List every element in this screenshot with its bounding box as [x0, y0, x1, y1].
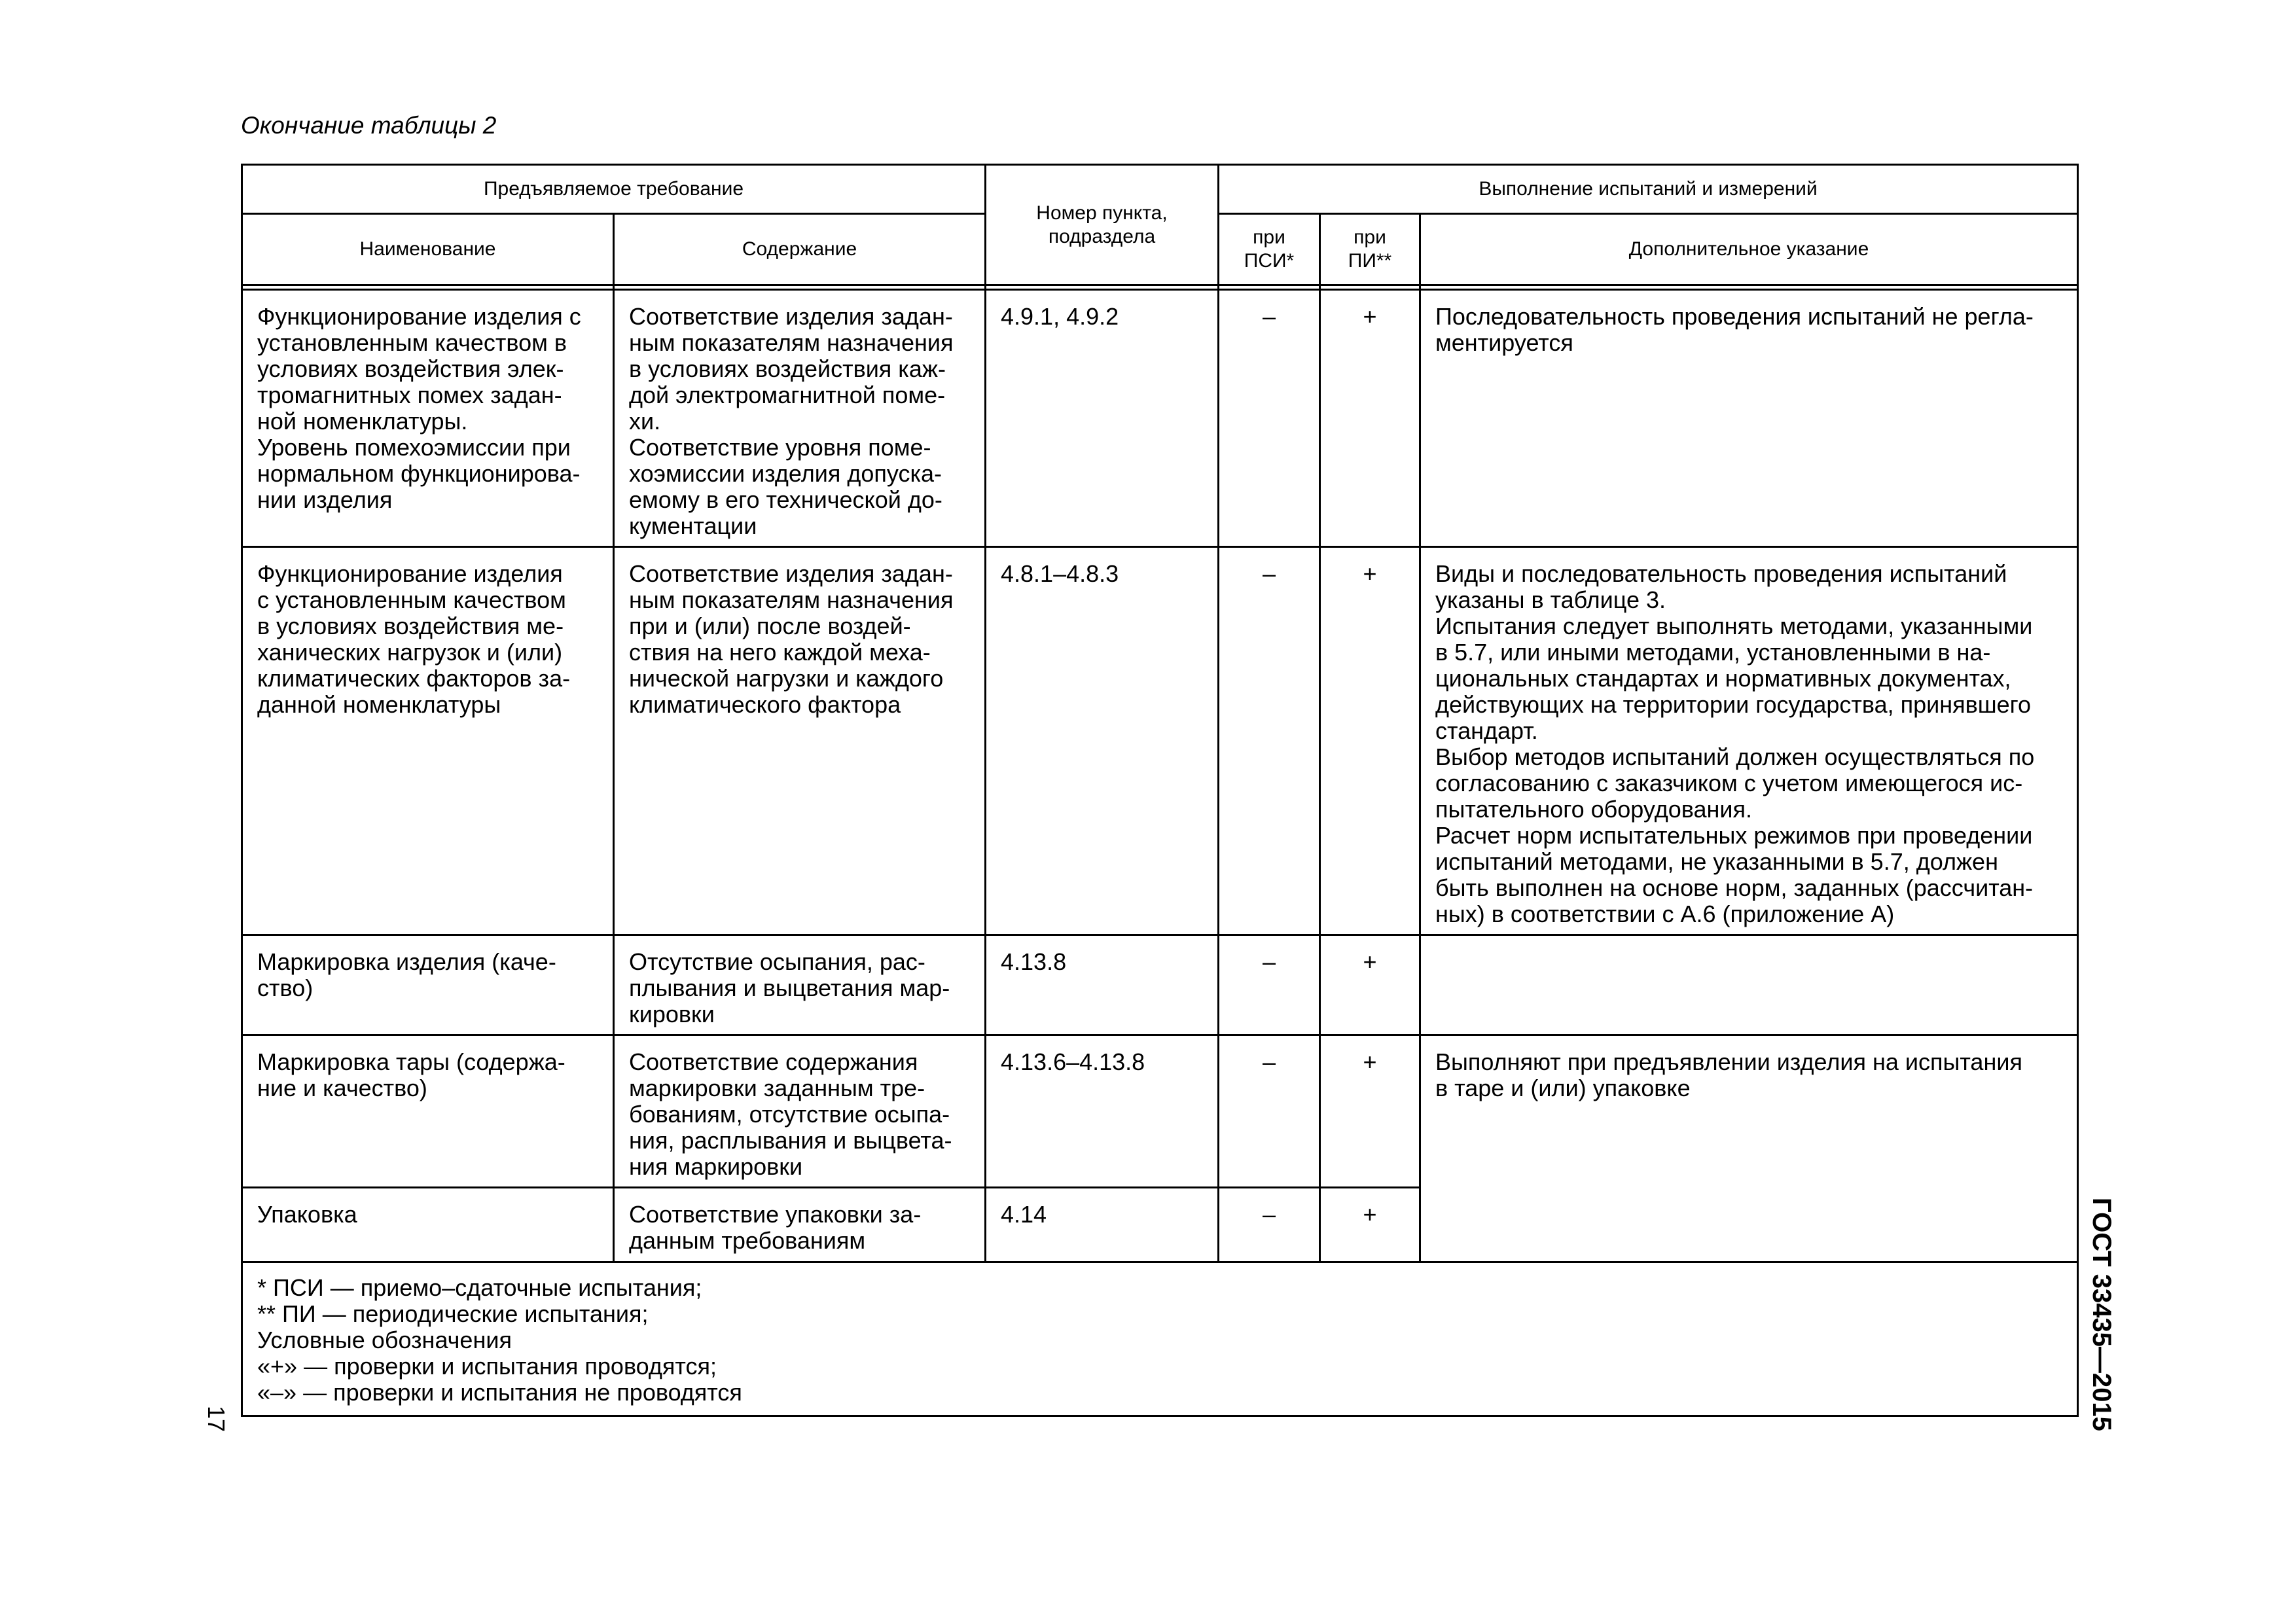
footnote-line: Условные обозначения	[257, 1327, 512, 1353]
cell-content	[614, 935, 986, 1035]
text-line: пытательного оборудования.	[1435, 796, 1752, 823]
cell-psi	[1219, 1035, 1320, 1188]
cell-note	[1420, 1035, 2078, 1262]
text-line: хи.	[629, 408, 661, 435]
header-clause	[986, 165, 1219, 285]
pi-mark: +	[1363, 1048, 1377, 1075]
cell-content	[614, 547, 986, 935]
text-line: Испытания следует выполнять методами, указанными	[1435, 613, 2033, 639]
cell-content	[614, 1188, 986, 1262]
text-line: ханических нагрузок и (или)	[257, 639, 563, 666]
text-line: нормальном функционирова-	[257, 460, 581, 487]
text-line: указаны в таблице 3.	[1435, 586, 1666, 613]
psi-mark: –	[1262, 303, 1276, 330]
cell-name	[242, 935, 614, 1035]
text-line: Выбор методов испытаний должен осуществляться по	[1435, 743, 2035, 770]
text-line: бованиям, отсутствие осыпа-	[629, 1101, 950, 1128]
text-line: с установленным качеством	[257, 586, 566, 613]
cell-pi	[1320, 935, 1420, 1035]
pi-mark: +	[1363, 948, 1377, 975]
cell-note	[1420, 290, 2078, 547]
cell-pi	[1320, 290, 1420, 547]
cell-name	[242, 1188, 614, 1262]
text-line: в 5.7, или иными методами, установленными в на-	[1435, 639, 1991, 666]
text-line: данной номенклатуры	[257, 691, 501, 718]
text-line: емому в его технической до-	[629, 486, 942, 513]
text-line: маркировки заданным тре-	[629, 1075, 925, 1101]
cell-note	[1420, 935, 2078, 1035]
cell-clause: 4.9.1, 4.9.2	[986, 290, 1219, 547]
cell-clause: 4.8.1–4.8.3	[986, 547, 1219, 935]
cell-clause: 4.13.6–4.13.8	[986, 1035, 1219, 1188]
text-line: климатических факторов за-	[257, 665, 571, 692]
header-clause-line: Номер пункта,	[1036, 202, 1168, 224]
footnote-line: ** ПИ — периодические испытания;	[257, 1300, 649, 1327]
header-note: Дополнительное указание	[1420, 214, 2078, 285]
header-separator	[242, 285, 2078, 290]
text-line: ствия на него каждой меха-	[629, 639, 931, 666]
pi-mark: +	[1363, 560, 1377, 587]
text-line: данным требованиям	[629, 1227, 866, 1254]
psi-mark: –	[1262, 948, 1276, 975]
text-line: кировки	[629, 1001, 715, 1027]
cell-name	[242, 547, 614, 935]
text-line: плывания и выцветания мар-	[629, 974, 950, 1001]
text-line: быть выполнен на основе норм, заданных (рассчитан-	[1435, 874, 2034, 901]
text-line: Отсутствие осыпания, рас-	[629, 948, 925, 975]
text-line: циональных стандартах и нормативных документах,	[1435, 665, 2011, 692]
text-line: ментируется	[1435, 329, 1573, 356]
footnote-line: «+» — проверки и испытания проводятся;	[257, 1353, 717, 1380]
text-line: ной номенклатуры.	[257, 408, 468, 435]
text-line: установленным качеством в	[257, 329, 567, 356]
cell-pi	[1320, 1188, 1420, 1262]
text-line: нии изделия	[257, 486, 393, 513]
text-line: кументации	[629, 512, 757, 539]
footnotes-cell	[242, 1262, 2078, 1416]
header-content: Содержание	[614, 214, 986, 285]
pi-mark: +	[1363, 303, 1377, 330]
header-requirement: Предъявляемое требование	[242, 165, 986, 214]
requirements-table	[241, 164, 2079, 1417]
cell-name	[242, 1035, 614, 1188]
text-line: Соответствие уровня поме-	[629, 434, 931, 461]
text-line: Функционирование изделия с	[257, 303, 581, 330]
text-line: Функционирование изделия	[257, 560, 563, 587]
cell-content	[614, 290, 986, 547]
header-name: Наименование	[242, 214, 614, 285]
table-row	[242, 290, 2078, 547]
cell-pi	[1320, 1035, 1420, 1188]
text-line: ния маркировки	[629, 1153, 803, 1180]
text-line: в условиях воздействия каж-	[629, 355, 946, 382]
psi-mark: –	[1262, 1201, 1276, 1228]
text-line: согласованию с заказчиком с учетом имеющегося ис-	[1435, 770, 2023, 796]
cell-psi	[1219, 1188, 1320, 1262]
cell-content	[614, 1035, 986, 1188]
header-pi	[1320, 214, 1420, 285]
text-line: в таре и (или) упаковке	[1435, 1075, 1691, 1101]
cell-pi	[1320, 547, 1420, 935]
table-row	[242, 935, 2078, 1035]
text-line: Соответствие содержания	[629, 1048, 918, 1075]
standard-designation: ГОСТ 33435—2015	[2087, 1198, 2116, 1431]
table-caption: Окончание таблицы 2	[241, 112, 497, 139]
text-line: Маркировка изделия (каче-	[257, 948, 556, 975]
text-line: стандарт.	[1435, 717, 1538, 744]
text-line: Маркировка тары (содержа-	[257, 1048, 565, 1075]
cell-clause: 4.14	[986, 1188, 1219, 1262]
header-psi-line: ПСИ*	[1244, 250, 1295, 272]
text-line: Упаковка	[257, 1201, 357, 1228]
text-line: хоэмиссии изделия допуска-	[629, 460, 942, 487]
text-line: дой электромагнитной поме-	[629, 382, 946, 408]
text-line: климатического фактора	[629, 691, 901, 718]
header-execution: Выполнение испытаний и измерений	[1219, 165, 2078, 214]
header-pi-line: при	[1354, 226, 1386, 248]
text-line: Соответствие изделия задан-	[629, 560, 953, 587]
footnote-line: «–» — проверки и испытания не проводятся	[257, 1379, 742, 1406]
pi-mark: +	[1363, 1201, 1377, 1228]
text-line: действующих на территории государства, принявшего	[1435, 691, 2032, 718]
footnote-line: * ПСИ — приемо–сдаточные испытания;	[257, 1274, 702, 1301]
table-row	[242, 547, 2078, 935]
page-number: 17	[203, 1406, 230, 1433]
cell-psi	[1219, 290, 1320, 547]
cell-note	[1420, 547, 2078, 935]
text-line: ных) в соответствии с А.6 (приложение А)	[1435, 901, 1895, 927]
psi-mark: –	[1262, 1048, 1276, 1075]
footnotes-row	[242, 1262, 2078, 1416]
cell-psi	[1219, 547, 1320, 935]
text-line: Уровень помехоэмиссии при	[257, 434, 571, 461]
text-line: Последовательность проведения испытаний не регла-	[1435, 303, 2034, 330]
text-line: тромагнитных помех задан-	[257, 382, 562, 408]
text-line: Соответствие упаковки за-	[629, 1201, 922, 1228]
cell-clause: 4.13.8	[986, 935, 1219, 1035]
text-line: ния, расплывания и выцвета-	[629, 1127, 952, 1154]
cell-psi	[1219, 935, 1320, 1035]
text-line: ным показателям назначения	[629, 586, 954, 613]
text-line: ство)	[257, 974, 314, 1001]
text-line: ние и качество)	[257, 1075, 427, 1101]
cell-name	[242, 290, 614, 547]
table-row	[242, 1035, 2078, 1188]
text-line: ным показателям назначения	[629, 329, 954, 356]
psi-mark: –	[1262, 560, 1276, 587]
text-line: испытаний методами, не указанными в 5.7, должен	[1435, 848, 1998, 875]
text-line: Расчет норм испытательных режимов при проведении	[1435, 822, 2033, 849]
header-clause-line: подраздела	[1048, 225, 1156, 247]
header-psi-line: при	[1253, 226, 1285, 248]
text-line: Соответствие изделия задан-	[629, 303, 953, 330]
text-line: в условиях воздействия ме-	[257, 613, 564, 639]
header-psi	[1219, 214, 1320, 285]
text-line: при и (или) после воздей-	[629, 613, 911, 639]
text-line: Выполняют при предъявлении изделия на испытания	[1435, 1048, 2022, 1075]
header-pi-line: ПИ**	[1348, 250, 1392, 272]
text-line: условиях воздействия элек-	[257, 355, 564, 382]
text-line: Виды и последовательность проведения испытаний	[1435, 560, 2007, 587]
text-line: нической нагрузки и каждого	[629, 665, 944, 692]
